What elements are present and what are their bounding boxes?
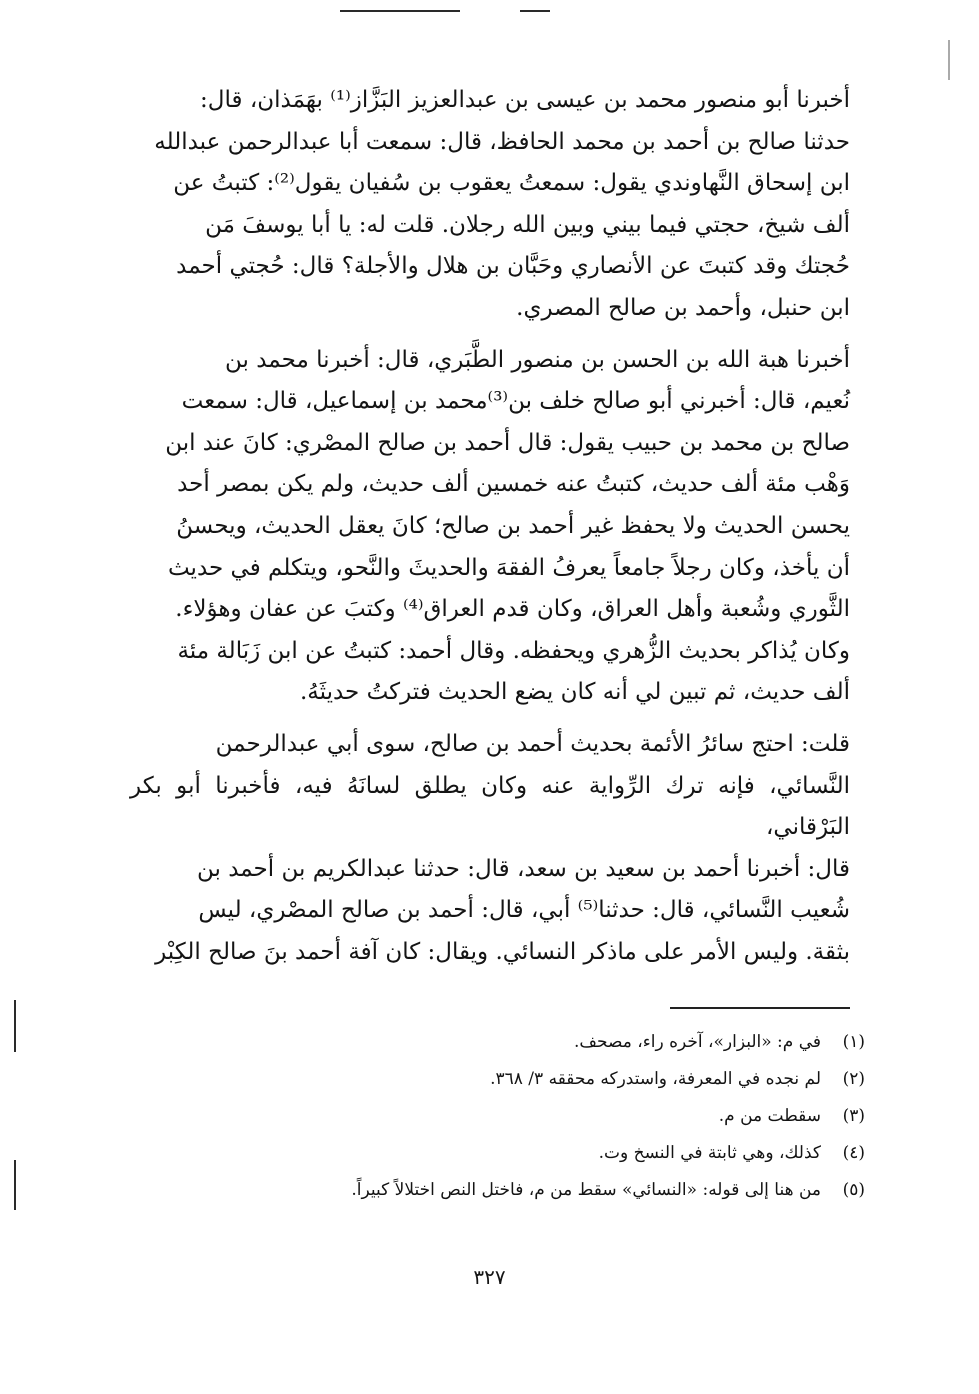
footnote-2 xyxy=(160,1061,865,1098)
footnote-number: (٥) xyxy=(842,1180,865,1200)
text-line: ألف حديث، ثم تبين لي أنه كان يضع الحديث فتركتُ حديثَهُ. xyxy=(300,679,850,706)
text-line: يحسن الحديث ولا يحفظ غير أحمد بن صالح؛ كانَ يعقل الحديث، ويحسنُ xyxy=(176,512,850,539)
main-text xyxy=(130,80,850,973)
text-line: صالح بن محمد بن حبيب يقول: قال أحمد بن صالح المصْري: كانَ عند ابن xyxy=(165,429,850,456)
footnote-number: (٢) xyxy=(842,1069,865,1089)
footnote-text: كذلك، وهي ثابتة في النسخ وت. xyxy=(598,1143,821,1163)
footnote-text: لم نجده في المعرفة، واستدركه محققه ٣/ ٣٦٨. xyxy=(490,1069,821,1089)
text-line: الثَّوري وشُعبة وأهل العراق، وكان قدم العراق⁽⁴⁾ وكتبَ عن عفان وهؤلاء. xyxy=(175,596,850,623)
footnote-text: من هنا إلى قوله: «النسائي» سقط من م، فاختل النص اختلالاً كبيراً. xyxy=(351,1180,821,1200)
text-line: أخبرنا أبو منصور محمد بن عيسى بن عبدالعزيز البَزَّاز⁽¹⁾ بهَمَذان، قال: xyxy=(200,87,850,113)
footnote-1 xyxy=(160,1024,865,1061)
text-line: نُعيم، قال: أخبرني أبو صالح خلف بن⁽³⁾محمد بن إسماعيل، قال: سمعت xyxy=(181,388,850,415)
footnote-number: (٤) xyxy=(842,1143,865,1163)
scan-edge-mark xyxy=(520,10,550,12)
scan-edge-mark xyxy=(948,40,950,80)
text-line: أن يأخذ، وكان رجلاً جامعاً يعرفُ الفقهَ والحديثَ والنَّحو، ويتكلم في حديث xyxy=(167,554,850,581)
text-line: بثقة. وليس الأمر على ماذكر النسائي. ويقال: كان آفة أحمد بنَ صالح الكِبْر xyxy=(155,938,850,965)
footnotes xyxy=(160,1024,865,1209)
footnote-text: سقطت من م. xyxy=(718,1106,821,1126)
text-line: قال: أخبرنا أحمد بن سعيد بن سعد، قال: حدثنا عبدالكريم بن أحمد بن xyxy=(196,855,850,882)
footnote-text: في م: «البزار»، آخره راء، مصحف. xyxy=(574,1032,821,1052)
footnote-divider xyxy=(670,1007,850,1009)
text-line: شُعيب النَّسائي، قال: حدثنا⁽⁵⁾ أبي، قال: أحمد بن صالح المصْري، ليس xyxy=(198,897,850,924)
text-line: أخبرنا هبة الله بن الحسن بن منصور الطَّبَري، قال: أخبرنا محمد بن xyxy=(225,346,850,373)
footnote-number: (١) xyxy=(842,1032,865,1052)
page-number: ٣٢٧ xyxy=(473,1265,506,1289)
text-line: وَهْب مئة ألف حديث، كتبتُ عنه خمسين ألف حديث، ولم يكن بمصر أحد xyxy=(177,471,850,498)
scan-edge-mark xyxy=(14,1000,16,1052)
footnote-3 xyxy=(160,1098,865,1135)
footnote-5 xyxy=(160,1172,865,1209)
text-line: وكان يُذاكر بحديث الزُّهري ويحفظه. وقال أحمد: كتبتُ عن ابن زَبَالة مئة xyxy=(177,637,850,664)
text-line: حدثنا صالح بن أحمد بن محمد الحافظ، قال: سمعت أبا عبدالرحمن عبدالله xyxy=(154,128,850,155)
scan-edge-mark xyxy=(14,1160,16,1210)
paragraph-3 xyxy=(130,724,850,974)
text-line: قلت: احتج سائرُ الأئمة بحديث أحمد بن صالح، سوى أبي عبدالرحمن xyxy=(215,730,850,757)
paragraph-2 xyxy=(130,340,850,714)
footnote-number: (٣) xyxy=(842,1106,865,1126)
text-line: حُجتك وقد كتبتَ عن الأنصاري وحَبَّان بن هلال والأجلة؟ قال: حُجتي أحمد xyxy=(176,253,850,280)
text-line: ابن إسحاق النَّهاوندي يقول: سمعتُ يعقوب بن سُفيان يقول⁽²⁾: كتبتُ عن xyxy=(173,170,850,197)
footnote-4 xyxy=(160,1135,865,1172)
text-line: النَّسائي، فإنه ترك الرِّواية عنه وكان يطلق لسانَهُ فيه، فأخبرنا أبو بكر البَرْقاني، xyxy=(130,772,850,841)
text-line: ألف شيخ، حجتي فيما بيني وبين الله رجلان. قلت له: يا أبا يوسفَ مَن xyxy=(205,211,850,238)
scan-edge-mark xyxy=(340,10,460,12)
text-line: ابن حنبل، وأحمد بن صالح المصري. xyxy=(516,294,850,321)
paragraph-1 xyxy=(130,80,850,330)
